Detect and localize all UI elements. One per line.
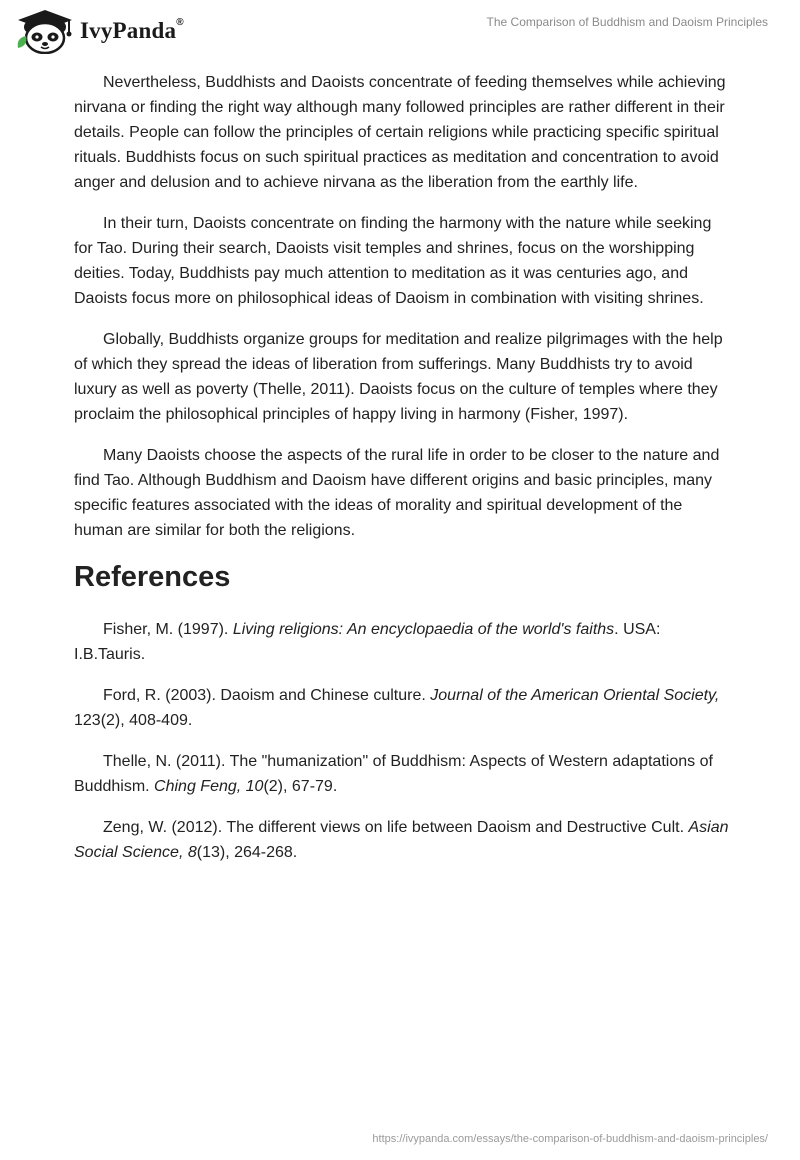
- header: [0, 0, 800, 62]
- brand-name[interactable]: IvyPanda®: [80, 17, 184, 43]
- body-paragraph: Many Daoists choose the aspects of the rural life in order to be closer to the nature and find Tao. Although Buddhism and Daoism have different origins and basic principles, many specific features associated with the ideas of morality and spiritual development of the human are similar for both the religions.: [74, 447, 720, 539]
- document-title: The Comparison of Buddhism and Daoism Principles: [486, 15, 768, 29]
- reference-item: Ford, R. (2003). Daoism and Chinese culture. Journal of the American Oriental Society, 123(2), 408-409.: [74, 687, 720, 729]
- source-url-link[interactable]: https://ivypanda.com/essays/the-comparison-of-buddhism-and-daoism-principles/: [372, 1133, 768, 1145]
- reference-item: Fisher, M. (1997). Living religions: An encyclopaedia of the world's faiths. USA: I.B.Tauris.: [74, 621, 661, 663]
- body-paragraph: Nevertheless, Buddhists and Daoists concentrate of feeding themselves while achieving nirvana or finding the right way although many followed principles are rather different in their details. People can follow the principles of certain religions while practicing specific spiritual rituals. Buddhists focus on such spiritual practices as meditation and concentration to avoid anger and delusion and to achieve nirvana as the liberation from the earthly life.: [74, 74, 726, 191]
- body-paragraph: In their turn, Daoists concentrate on finding the harmony with the nature while seeking for Tao. During their search, Daoists visit temples and shrines, focus on the worshipping deities. Today, Buddhists pay much attention to meditation as it was centuries ago, and Daoists focus more on philosophical ideas of Daoism in combination with visiting shrines.: [74, 215, 712, 307]
- essay-content: [74, 70, 734, 881]
- reference-item: Zeng, W. (2012). The different views on life between Daoism and Destructive Cult. Asian Social Science, 8(13), 264-268.: [74, 819, 729, 861]
- body-paragraph: Globally, Buddhists organize groups for meditation and realize pilgrimages with the help of which they spread the ideas of liberation from sufferings. Many Buddhists try to avoid luxury as well as poverty (Thelle, 2011). Daoists focus on the culture of temples where they proclaim the philosophical principles of happy living in harmony (Fisher, 1997).: [74, 331, 723, 423]
- ivypanda-logo-icon[interactable]: [14, 8, 76, 54]
- references-heading: References: [74, 561, 231, 593]
- reference-item: Thelle, N. (2011). The "humanization" of Buddhism: Aspects of Western adaptations of Buddhism. Ching Feng, 10(2), 67-79.: [74, 753, 713, 795]
